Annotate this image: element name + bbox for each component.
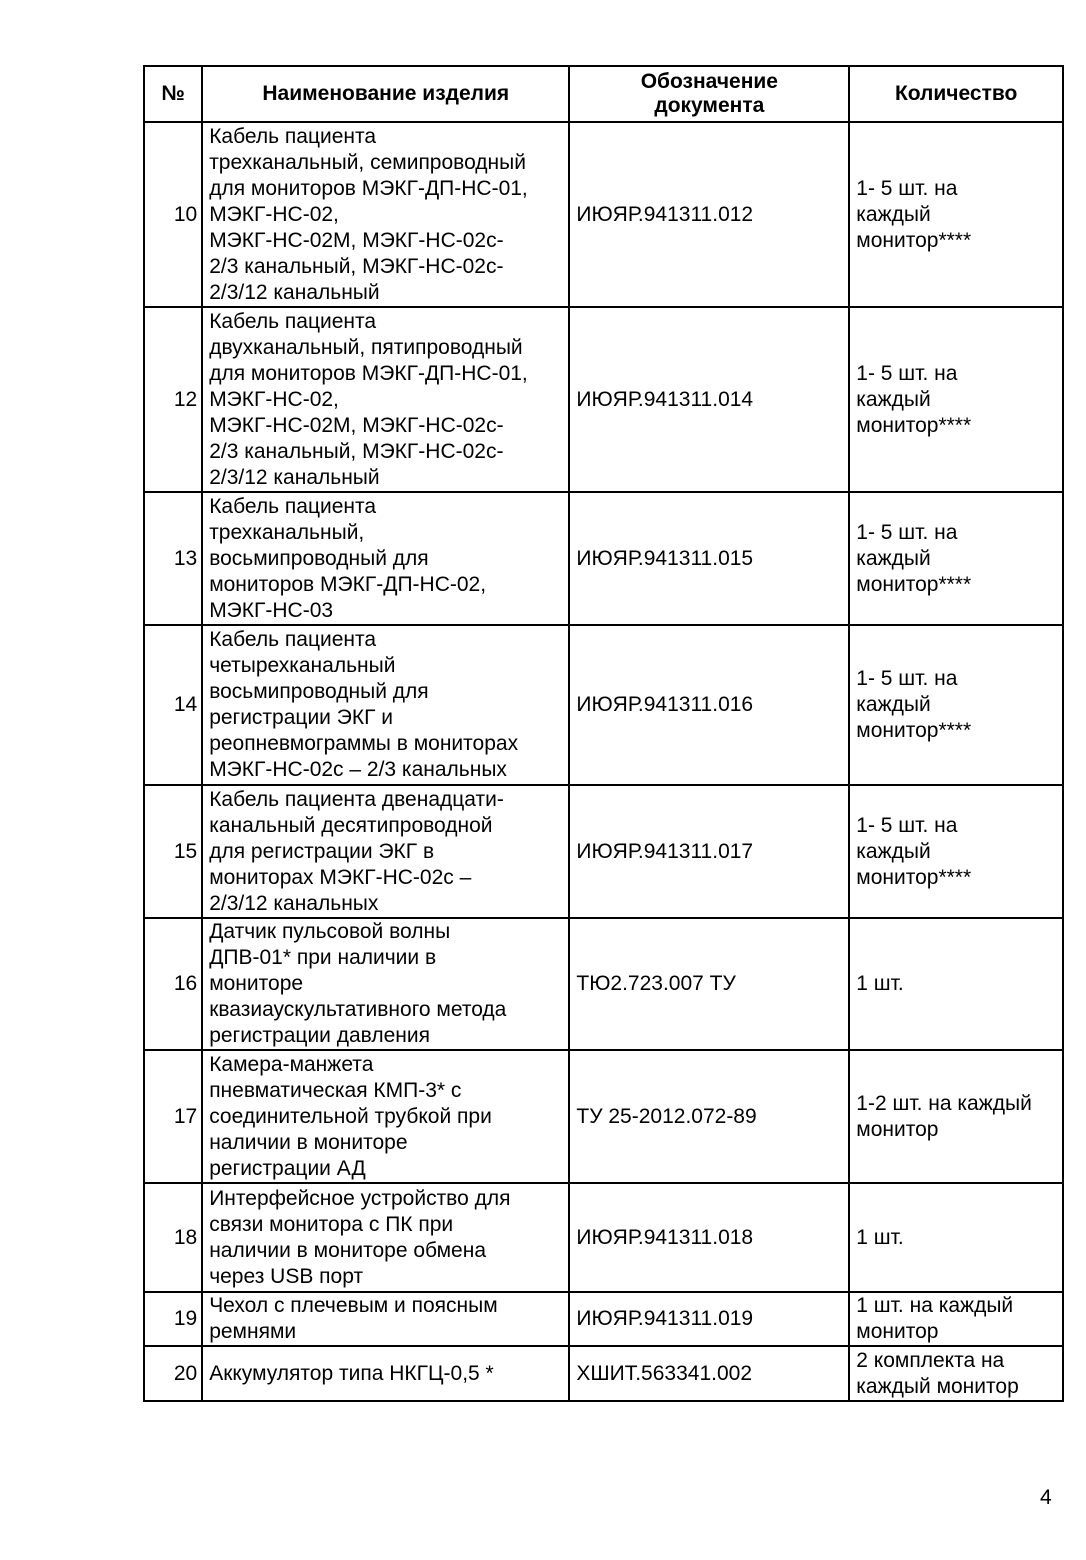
row-number: 16 [144, 918, 202, 1050]
quantity: 1- 5 шт. на каждый монитор**** [849, 492, 1063, 625]
row-number: 18 [144, 1183, 202, 1292]
item-name: Датчик пульсовой волны ДПВ-01* при наличии в мониторе квазиаускультативного метода регистрации давления [202, 918, 569, 1050]
table-row [144, 785, 1063, 918]
row-number: 19 [144, 1292, 202, 1346]
quantity: 2 комплекта на каждый монитор [849, 1346, 1063, 1401]
document-code: ИЮЯР.941311.018 [569, 1183, 849, 1292]
equipment-table [143, 65, 1064, 1402]
document-code: ХШИТ.563341.002 [569, 1346, 849, 1401]
table-row [144, 918, 1063, 1050]
document-code: ИЮЯР.941311.017 [569, 785, 849, 918]
document-code: ИЮЯР.941311.014 [569, 307, 849, 492]
table-row [144, 122, 1063, 307]
quantity: 1 шт. [849, 918, 1063, 1050]
row-number: 20 [144, 1346, 202, 1401]
row-number: 12 [144, 307, 202, 492]
document-code: ТЮ2.723.007 ТУ [569, 918, 849, 1050]
table-row [144, 625, 1063, 785]
header-name: Наименование изделия [202, 66, 569, 122]
item-name: Кабель пациента двухканальный, пятипроводный для мониторов МЭКГ-ДП-НС-01, МЭКГ-НС-02, МЭКГ-НС-02М, МЭКГ-НС-02с- 2/3 канальный, МЭКГ-НС-02с- 2/3/12 канальный [202, 307, 569, 492]
table-row [144, 307, 1063, 492]
item-name: Кабель пациента четырехканальный восьмипроводный для регистрации ЭКГ и реопневмограммы в мониторах МЭКГ-НС-02с – 2/3 канальных [202, 625, 569, 785]
quantity: 1 шт. на каждый монитор [849, 1292, 1063, 1346]
quantity: 1- 5 шт. на каждый монитор**** [849, 625, 1063, 785]
quantity: 1- 5 шт. на каждый монитор**** [849, 122, 1063, 307]
item-name: Аккумулятор типа НКГЦ-0,5 * [202, 1346, 569, 1401]
table-row [144, 1292, 1063, 1346]
document-code: ИЮЯР.941311.019 [569, 1292, 849, 1346]
row-number: 14 [144, 625, 202, 785]
document-code: ИЮЯР.941311.012 [569, 122, 849, 307]
row-number: 15 [144, 785, 202, 918]
header-quantity: Количество [849, 66, 1063, 122]
row-number: 17 [144, 1050, 202, 1183]
item-name: Интерфейсное устройство для связи монитора с ПК при наличии в мониторе обмена через USB порт [202, 1183, 569, 1292]
header-document: Обозначение документа [569, 66, 849, 122]
table-row [144, 1346, 1063, 1401]
table-row [144, 1183, 1063, 1292]
document-code: ИЮЯР.941311.016 [569, 625, 849, 785]
row-number: 10 [144, 122, 202, 307]
row-number: 13 [144, 492, 202, 625]
document-code: ИЮЯР.941311.015 [569, 492, 849, 625]
quantity: 1- 5 шт. на каждый монитор**** [849, 785, 1063, 918]
page-number: 4 [1040, 1486, 1052, 1509]
item-name: Камера-манжета пневматическая КМП-3* с соединительной трубкой при наличии в мониторе регистрации АД [202, 1050, 569, 1183]
quantity: 1-2 шт. на каждый монитор [849, 1050, 1063, 1183]
item-name: Чехол с плечевым и поясным ремнями [202, 1292, 569, 1346]
table-row [144, 1050, 1063, 1183]
table-row [144, 492, 1063, 625]
table-header-row [144, 66, 1063, 122]
item-name: Кабель пациента двенадцати- канальный десятипроводной для регистрации ЭКГ в мониторах МЭКГ-НС-02с – 2/3/12 канальных [202, 785, 569, 918]
header-number: № [144, 66, 202, 122]
item-name: Кабель пациента трехканальный, семипроводный для мониторов МЭКГ-ДП-НС-01, МЭКГ-НС-02, МЭКГ-НС-02М, МЭКГ-НС-02с- 2/3 канальный, МЭКГ-НС-02с- 2/3/12 канальный [202, 122, 569, 307]
item-name: Кабель пациента трехканальный, восьмипроводный для мониторов МЭКГ-ДП-НС-02, МЭКГ-НС-03 [202, 492, 569, 625]
document-code: ТУ 25-2012.072-89 [569, 1050, 849, 1183]
quantity: 1 шт. [849, 1183, 1063, 1292]
quantity: 1- 5 шт. на каждый монитор**** [849, 307, 1063, 492]
